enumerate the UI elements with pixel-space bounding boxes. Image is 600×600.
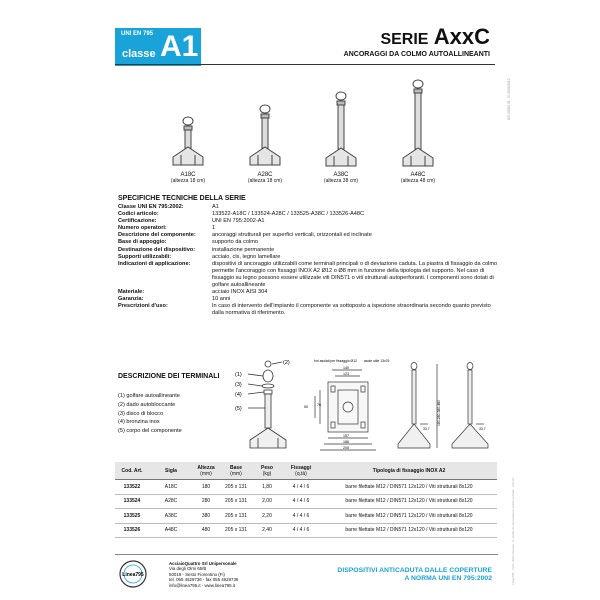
table-cell-alt: 380 (193, 509, 219, 524)
spec-row (118, 303, 500, 317)
terminal-exploded-drawing (232, 356, 302, 456)
dim-140: 140 (343, 366, 349, 370)
height-dims: 180-280-380-480 (437, 399, 441, 426)
table-cell-tipo: barre filettate M12 / DIN571 12x120 / Viti strutturali 8x120 (321, 523, 497, 538)
product-height: (altezza 38 cm) (323, 178, 359, 184)
terminal-item: (5) corpo del componente (118, 428, 182, 435)
table-cell-tipo: barre filettate M12 / DIN571 12x120 / Viti strutturali 8x120 (321, 494, 497, 509)
spec-value: acciaio INOX AISI 304 (212, 289, 268, 296)
col-header: Base (mm) (219, 462, 253, 480)
dim-157: 157 (343, 434, 349, 438)
spec-value: A1 (212, 204, 219, 210)
terminals-list (118, 392, 182, 436)
badge-class-word: classe (122, 48, 156, 60)
product-name: A38C (333, 172, 349, 178)
company-web: info@linea795.it - www.linea795.it (169, 582, 235, 588)
spec-key: Materiale: (118, 289, 145, 296)
company-logo (118, 559, 148, 589)
product-caption (383, 172, 453, 184)
col-header: Fissaggi (q.tà) (281, 462, 321, 480)
tagline-line2: A NORMA UNI EN 795:2002 (404, 575, 492, 582)
col-header: Tipologia di fissaggio INOX A2 (321, 462, 497, 480)
spec-row (118, 232, 500, 239)
company-address: Via degli Olmi 65/B (169, 566, 207, 572)
spec-row (118, 261, 500, 289)
company-name: AcciaioQuattro Srl Unipersonale (169, 561, 237, 566)
spec-key: Indicazioni di applicazione: (118, 260, 191, 267)
table-cell-fix: 4 / 4 / 6 (281, 494, 321, 509)
table-cell-peso: 2,20 (253, 509, 281, 524)
header-divider (115, 64, 495, 65)
spec-key: Codici articolo: (118, 211, 159, 218)
table-row (115, 480, 497, 495)
table-cell-base: 205 x 131 (219, 480, 253, 495)
spec-row (118, 225, 500, 232)
spec-key: Garanzia: (118, 296, 144, 303)
col-header: Sigla (149, 462, 193, 480)
dim-186: 186 (343, 440, 349, 444)
callout-5: (5) (235, 406, 242, 412)
table-cell-sigla: A38C (149, 509, 193, 524)
product-a48c-image (393, 78, 443, 176)
product-name: A48C (410, 172, 426, 178)
spec-value: ancoraggi strutturali per superfici verticali, orizzontali ed inclinate (212, 232, 372, 239)
dim-123: 123 (343, 372, 349, 376)
table-cell-code: 133525 (115, 509, 149, 524)
spec-key: Certificazione: (118, 218, 157, 225)
spec-row (118, 211, 500, 218)
table-cell-code: 133522 (115, 480, 149, 495)
tagline-line1: DISPOSITIVI ANTICADUTA DALLE COPERTURE (337, 567, 492, 574)
table-cell-base: 205 x 131 (219, 523, 253, 538)
table-cell-peso: 1,80 (253, 480, 281, 495)
spec-key: Descrizione del componente: (118, 232, 196, 239)
spec-value: 1 (212, 225, 216, 232)
spec-key: Classe UNI EN 795:2002: (118, 204, 184, 210)
specs-list (118, 204, 500, 318)
company-city: 50019 - Sesto Fiorentino (Fi) (169, 571, 225, 577)
table-header-row (115, 462, 497, 480)
product-a38c-image (316, 90, 366, 176)
series-subtitle: ANCORAGGI DA COLMO AUTOALLINEANTI (343, 51, 490, 58)
col-header: Cod. Art. (115, 462, 149, 480)
table-row (115, 494, 497, 509)
table-cell-fix: 4 / 4 / 6 (281, 480, 321, 495)
spec-value: installazione permanente (212, 246, 275, 253)
table-cell-sigla: A18C (149, 480, 193, 495)
slots-label: asole utile 13x76 (364, 359, 390, 363)
col-header: Altezza (mm) (193, 462, 219, 480)
product-a18c-image (163, 115, 213, 175)
articles-table (115, 462, 497, 538)
spec-row (118, 204, 500, 211)
product-name: A28C (257, 172, 273, 178)
logo-text: Linea795 (122, 572, 144, 578)
callout-3: (3) (235, 382, 242, 388)
spec-row (118, 218, 500, 225)
table-row (115, 523, 497, 538)
callout-4: (4) (235, 392, 242, 398)
product-caption (306, 172, 376, 184)
table-cell-alt: 280 (193, 494, 219, 509)
product-caption (153, 172, 223, 184)
class-badge (115, 28, 201, 66)
side-note: DIS 00000 01 · ID 2009/2010 (507, 78, 511, 120)
table-cell-peso: 2,40 (253, 523, 281, 538)
table-cell-alt: 180 (193, 480, 219, 495)
product-height: (altezza 18 cm) (170, 178, 206, 184)
callout-1: (1) (235, 372, 242, 378)
badge-class-number: A1 (160, 30, 199, 63)
series-title (380, 24, 490, 50)
dim-50: 50 (304, 405, 308, 409)
product-height: (altezza 48 cm) (400, 178, 436, 184)
spec-row (118, 239, 500, 246)
table-cell-tipo: barre filettate M12 / DIN571 12x120 / Viti strutturali 8x120 (321, 509, 497, 524)
spec-row (118, 289, 500, 296)
holes-label: fori asolati per fissaggio Ø12 (314, 359, 357, 363)
product-height: (altezza 18 cm) (247, 178, 283, 184)
spec-row (118, 254, 500, 261)
dim-width-left: 33,7 (423, 427, 430, 431)
spec-value: 133522-A18C / 133524-A28C / 133525-A38C / 133526-A48C (212, 211, 365, 218)
table-cell-code: 133524 (115, 494, 149, 509)
spec-key: Numero operatori: (118, 225, 167, 232)
spec-key: Destinazione del dispositivo: (118, 246, 196, 253)
spec-value: In caso di intervento dell'impianto il componente va sottoposto a ispezione straordinaria secondo quanto previsto dalla normativa di riferimento. (212, 303, 491, 317)
spec-value: supporto da colmo (212, 239, 259, 246)
spec-key: Base di appoggio: (118, 239, 167, 246)
table-cell-base: 205 x 131 (219, 509, 253, 524)
terminal-item: (3) disco di blocco (118, 410, 164, 417)
table-cell-alt: 480 (193, 523, 219, 538)
col-header: Peso (kg) (253, 462, 281, 480)
terminals-title: DESCRIZIONE DEI TERMINALI (118, 373, 220, 380)
spec-value: acciaio, cls, legno lamellare (212, 253, 281, 260)
table-cell-code: 133526 (115, 523, 149, 538)
table-row (115, 509, 497, 524)
company-info (169, 561, 238, 588)
spec-row (118, 247, 500, 254)
spec-key: Prescrizioni d'uso: (118, 303, 168, 310)
side-note-legal: Linea795 · Tutti i diritti riservati · È vietata la riproduzione anche parziale · Rev.01 (511, 477, 515, 585)
terminal-item: (4) bronzina inox (118, 419, 160, 426)
footer-divider (115, 554, 498, 555)
terminal-item: (1) golfare autoallineante (118, 393, 180, 399)
specs-title: SPECIFICHE TECNICHE DELLA SERIE (118, 195, 246, 202)
series-prefix: SERIE (380, 31, 429, 48)
company-phone: tel. 055 4628736 - fax 055 4628736 (169, 577, 239, 583)
base-plan-drawing (302, 356, 392, 456)
table-cell-sigla: A28C (149, 494, 193, 509)
badge-standard: UNI EN 795 (121, 31, 154, 37)
spec-value: 10 anni (212, 296, 231, 303)
dim-76: 76 (317, 403, 321, 407)
product-a28c-image (240, 103, 290, 175)
table-cell-fix: 4 / 4 / 6 (281, 509, 321, 524)
dim-205: 205 (343, 446, 349, 450)
callout-2: (2) (283, 360, 290, 366)
table-cell-tipo: barre filettate M12 / DIN571 12x120 / Viti strutturali 8x120 (321, 480, 497, 495)
spec-value: dispositivi di ancoraggio utilizzabili come terminali principali o di deviazione caduta. La piastra di fissaggio da colmo permette l'ancoraggio con fissaggi INOX A2 Ø12 o Ø8 mm in funzione della tipologia del supporto. Nel caso di fissaggio su legno possono essere utilizzate viti DIN571 o viti strutturali autoperforanti. I componenti sono dotati di golfare autoallineante (212, 260, 498, 289)
dim-width-right: 33,7 (479, 427, 486, 431)
table-cell-fix: 4 / 4 / 6 (281, 523, 321, 538)
product-name: A18C (180, 172, 196, 178)
spec-value: UNI EN 795:2002-A1 (212, 218, 265, 225)
product-caption (230, 172, 300, 184)
elevation-drawings (392, 356, 500, 456)
table-cell-base: 205 x 131 (219, 494, 253, 509)
table-cell-sigla: A48C (149, 523, 193, 538)
table-cell-peso: 2,00 (253, 494, 281, 509)
series-code: AxxC (433, 24, 490, 49)
footer-tagline (337, 567, 492, 583)
spec-row (118, 296, 500, 303)
terminal-item: (2) dado autobloccante (118, 401, 176, 408)
spec-key: Supporti utilizzabili: (118, 253, 172, 260)
